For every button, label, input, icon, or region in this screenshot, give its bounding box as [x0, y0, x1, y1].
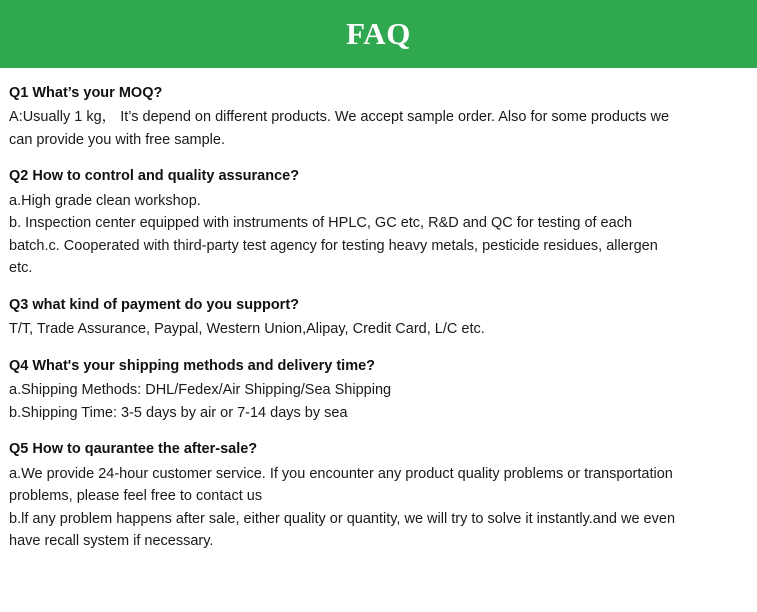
- faq-answer-line: batch.c. Cooperated with third-party test agency for testing heavy metals, pesticide residues, allergen: [9, 237, 658, 254]
- faq-question: Q4 What's your shipping methods and delivery time?: [9, 357, 376, 374]
- faq-question: Q2 How to control and quality assurance?: [9, 168, 300, 185]
- faq-answer: [9, 190, 748, 280]
- faq-answer-line: T/T, Trade Assurance, Paypal, Western Union,Alipay, Credit Card, L/C etc.: [9, 321, 485, 338]
- faq-answer-line: problems, please feel free to contact us: [9, 488, 263, 505]
- faq-question: Q5 How to qaurantee the after-sale?: [9, 441, 258, 458]
- faq-answer-line: a.High grade clean workshop.: [9, 192, 201, 209]
- faq-answer-line: a.We provide 24-hour customer service. If you encounter any product quality problems or transportation: [9, 465, 673, 482]
- faq-item: [9, 355, 748, 424]
- faq-header: [0, 0, 757, 68]
- faq-item: [9, 82, 748, 151]
- faq-item: [9, 438, 748, 552]
- faq-answer-line: b.Shipping Time: 3-5 days by air or 7-14 days by sea: [9, 404, 348, 421]
- faq-answer-line: b. Inspection center equipped with instruments of HPLC, GC etc, R&D and QC for testing of each: [9, 215, 633, 232]
- faq-answer-line: a.Shipping Methods: DHL/Fedex/Air Shipping/Sea Shipping: [9, 382, 392, 399]
- faq-answer-line: etc.: [9, 260, 33, 277]
- faq-item: [9, 165, 748, 279]
- faq-answer: [9, 318, 748, 340]
- faq-answer: [9, 106, 748, 151]
- faq-answer-line: b.lf any problem happens after sale, either quality or quantity, we will try to solve it instantly.and we even: [9, 510, 676, 527]
- faq-question: Q1 What’s your MOQ?: [9, 85, 163, 101]
- faq-question: Q3 what kind of payment do you support?: [9, 296, 300, 313]
- faq-answer-line: can provide you with free sample.: [9, 131, 225, 148]
- page-title: FAQ: [346, 16, 411, 51]
- faq-answer: [9, 463, 748, 553]
- faq-item: [9, 294, 748, 341]
- faq-answer-line: A:Usually 1 kg， It’s depend on different products. We accept sample order. Also for some products we: [9, 109, 670, 126]
- faq-list: [0, 68, 757, 552]
- faq-answer: [9, 379, 748, 424]
- faq-answer-line: have recall system if necessary.: [9, 532, 214, 549]
